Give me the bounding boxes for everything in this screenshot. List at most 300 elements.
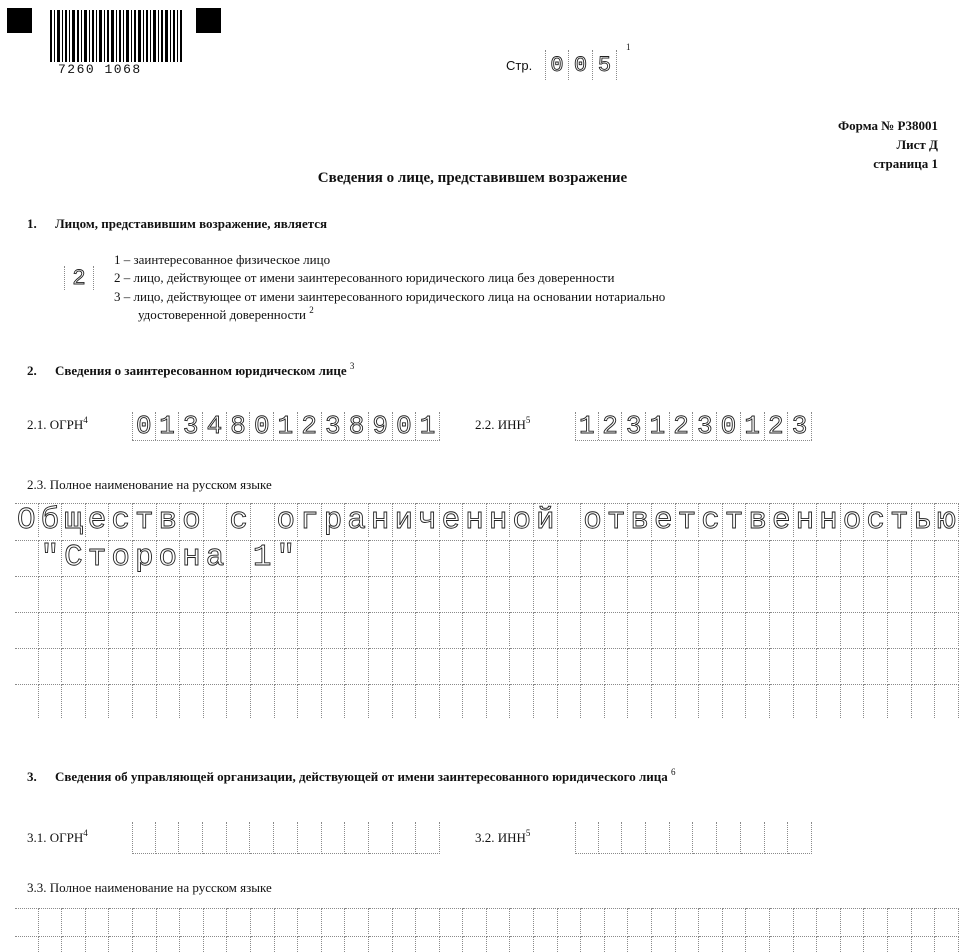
char-cell[interactable] bbox=[251, 612, 275, 646]
char-cell[interactable]: т bbox=[86, 540, 110, 574]
char-cell[interactable] bbox=[369, 612, 393, 646]
char-cell[interactable]: н bbox=[487, 503, 511, 537]
char-cell[interactable]: 3 bbox=[622, 412, 646, 440]
char-cell[interactable] bbox=[841, 648, 865, 682]
char-cell[interactable] bbox=[62, 684, 86, 718]
char-cell[interactable]: о bbox=[510, 503, 534, 537]
char-cell[interactable] bbox=[746, 936, 770, 952]
char-cell[interactable]: ю bbox=[935, 503, 959, 537]
char-cell[interactable]: 3 bbox=[693, 412, 717, 440]
char-cell[interactable] bbox=[794, 908, 818, 934]
char-cell[interactable] bbox=[788, 822, 812, 854]
char-cell[interactable] bbox=[605, 576, 629, 610]
char-cell[interactable]: в bbox=[628, 503, 652, 537]
char-cell[interactable] bbox=[204, 908, 228, 934]
name-grid-row[interactable] bbox=[15, 503, 959, 537]
char-cell[interactable] bbox=[250, 822, 274, 854]
char-cell[interactable] bbox=[864, 576, 888, 610]
char-cell[interactable] bbox=[275, 908, 299, 934]
char-cell[interactable]: 2 bbox=[670, 412, 694, 440]
char-cell[interactable]: о bbox=[157, 540, 181, 574]
char-cell[interactable] bbox=[487, 612, 511, 646]
char-cell[interactable] bbox=[251, 684, 275, 718]
char-cell[interactable]: 8 bbox=[345, 412, 369, 440]
char-cell[interactable] bbox=[275, 684, 299, 718]
name-grid-row[interactable] bbox=[15, 648, 959, 682]
char-cell[interactable] bbox=[204, 648, 228, 682]
char-cell[interactable] bbox=[298, 684, 322, 718]
char-cell[interactable] bbox=[558, 612, 582, 646]
char-cell[interactable] bbox=[463, 648, 487, 682]
char-cell[interactable] bbox=[605, 684, 629, 718]
char-cell[interactable]: 2 bbox=[765, 412, 789, 440]
char-cell[interactable] bbox=[416, 612, 440, 646]
char-cell[interactable]: с bbox=[109, 503, 133, 537]
name-grid-row[interactable] bbox=[15, 540, 959, 574]
char-cell[interactable] bbox=[298, 908, 322, 934]
char-cell[interactable] bbox=[693, 822, 717, 854]
char-cell[interactable] bbox=[251, 503, 275, 537]
char-cell[interactable] bbox=[39, 612, 63, 646]
char-cell[interactable] bbox=[534, 908, 558, 934]
char-cell[interactable] bbox=[817, 612, 841, 646]
char-cell[interactable] bbox=[575, 822, 599, 854]
char-cell[interactable] bbox=[179, 822, 203, 854]
char-cell[interactable] bbox=[841, 936, 865, 952]
char-cell[interactable] bbox=[180, 684, 204, 718]
char-cell[interactable] bbox=[440, 576, 464, 610]
char-cell[interactable] bbox=[628, 684, 652, 718]
char-cell[interactable] bbox=[888, 684, 912, 718]
char-cell[interactable]: й bbox=[534, 503, 558, 537]
char-cell[interactable] bbox=[180, 648, 204, 682]
ogrn-cells[interactable] bbox=[132, 412, 440, 441]
char-cell[interactable]: 3 bbox=[179, 412, 203, 440]
char-cell[interactable] bbox=[203, 822, 227, 854]
char-cell[interactable] bbox=[888, 936, 912, 952]
char-cell[interactable] bbox=[322, 648, 346, 682]
char-cell[interactable]: т bbox=[676, 503, 700, 537]
char-cell[interactable]: г bbox=[298, 503, 322, 537]
char-cell[interactable]: е bbox=[440, 503, 464, 537]
char-cell[interactable]: 3 bbox=[788, 412, 812, 440]
char-cell[interactable] bbox=[935, 540, 959, 574]
char-cell[interactable] bbox=[534, 612, 558, 646]
char-cell[interactable] bbox=[652, 936, 676, 952]
char-cell[interactable] bbox=[275, 648, 299, 682]
char-cell[interactable]: 0 bbox=[250, 412, 274, 440]
char-cell[interactable]: о bbox=[180, 503, 204, 537]
char-cell[interactable]: с bbox=[699, 503, 723, 537]
char-cell[interactable] bbox=[510, 540, 534, 574]
char-cell[interactable]: 0 bbox=[717, 412, 741, 440]
char-cell[interactable] bbox=[204, 576, 228, 610]
char-cell[interactable] bbox=[723, 612, 747, 646]
char-cell[interactable] bbox=[39, 908, 63, 934]
char-cell[interactable] bbox=[652, 684, 676, 718]
char-cell[interactable] bbox=[699, 648, 723, 682]
char-cell[interactable] bbox=[770, 936, 794, 952]
char-cell[interactable] bbox=[558, 936, 582, 952]
char-cell[interactable] bbox=[463, 612, 487, 646]
char-cell[interactable] bbox=[888, 908, 912, 934]
char-cell[interactable] bbox=[133, 908, 157, 934]
char-cell[interactable]: а bbox=[204, 540, 228, 574]
char-cell[interactable] bbox=[794, 648, 818, 682]
char-cell[interactable] bbox=[393, 612, 417, 646]
char-cell[interactable] bbox=[393, 822, 417, 854]
char-cell[interactable]: е bbox=[770, 503, 794, 537]
char-cell[interactable] bbox=[676, 612, 700, 646]
char-cell[interactable]: " bbox=[39, 540, 63, 574]
char-cell[interactable]: 0 bbox=[393, 412, 417, 440]
char-cell[interactable] bbox=[133, 936, 157, 952]
char-cell[interactable]: н bbox=[369, 503, 393, 537]
char-cell[interactable]: С bbox=[62, 540, 86, 574]
char-cell[interactable] bbox=[628, 648, 652, 682]
char-cell[interactable] bbox=[275, 936, 299, 952]
char-cell[interactable] bbox=[646, 822, 670, 854]
char-cell[interactable] bbox=[510, 612, 534, 646]
char-cell[interactable] bbox=[322, 612, 346, 646]
char-cell[interactable] bbox=[440, 612, 464, 646]
char-cell[interactable] bbox=[62, 648, 86, 682]
mgmt-name-grid-row[interactable] bbox=[15, 936, 959, 952]
char-cell[interactable] bbox=[581, 684, 605, 718]
char-cell[interactable] bbox=[765, 822, 789, 854]
char-cell[interactable] bbox=[180, 576, 204, 610]
char-cell[interactable] bbox=[605, 648, 629, 682]
char-cell[interactable] bbox=[251, 936, 275, 952]
char-cell[interactable] bbox=[794, 612, 818, 646]
char-cell[interactable] bbox=[746, 648, 770, 682]
char-cell[interactable] bbox=[817, 936, 841, 952]
char-cell[interactable] bbox=[558, 503, 582, 537]
char-cell[interactable] bbox=[581, 936, 605, 952]
char-cell[interactable] bbox=[699, 612, 723, 646]
char-cell[interactable] bbox=[581, 648, 605, 682]
char-cell[interactable] bbox=[770, 612, 794, 646]
char-cell[interactable] bbox=[864, 684, 888, 718]
char-cell[interactable] bbox=[157, 908, 181, 934]
char-cell[interactable] bbox=[912, 576, 936, 610]
char-cell[interactable] bbox=[841, 908, 865, 934]
char-cell[interactable] bbox=[699, 936, 723, 952]
char-cell[interactable] bbox=[393, 648, 417, 682]
char-cell[interactable] bbox=[133, 684, 157, 718]
char-cell[interactable] bbox=[487, 908, 511, 934]
char-cell[interactable] bbox=[935, 936, 959, 952]
char-cell[interactable]: о bbox=[109, 540, 133, 574]
char-cell[interactable]: 2 bbox=[298, 412, 322, 440]
char-cell[interactable]: т bbox=[723, 503, 747, 537]
char-cell[interactable] bbox=[345, 540, 369, 574]
char-cell[interactable] bbox=[510, 576, 534, 610]
char-cell[interactable] bbox=[227, 576, 251, 610]
char-cell[interactable] bbox=[817, 540, 841, 574]
char-cell[interactable] bbox=[817, 684, 841, 718]
char-cell[interactable]: в bbox=[157, 503, 181, 537]
mgmt-name-grid-row[interactable] bbox=[15, 908, 959, 934]
char-cell[interactable] bbox=[251, 648, 275, 682]
char-cell[interactable] bbox=[15, 936, 39, 952]
char-cell[interactable] bbox=[676, 684, 700, 718]
char-cell[interactable] bbox=[652, 540, 676, 574]
char-cell[interactable] bbox=[794, 576, 818, 610]
char-cell[interactable] bbox=[794, 540, 818, 574]
char-cell[interactable]: 2 bbox=[599, 412, 623, 440]
char-cell[interactable] bbox=[746, 684, 770, 718]
char-cell[interactable] bbox=[558, 684, 582, 718]
char-cell[interactable] bbox=[416, 648, 440, 682]
char-cell[interactable] bbox=[723, 908, 747, 934]
char-cell[interactable] bbox=[534, 540, 558, 574]
char-cell[interactable] bbox=[251, 908, 275, 934]
char-cell[interactable] bbox=[841, 612, 865, 646]
char-cell[interactable] bbox=[581, 612, 605, 646]
char-cell[interactable] bbox=[345, 936, 369, 952]
char-cell[interactable] bbox=[393, 908, 417, 934]
char-cell[interactable] bbox=[534, 576, 558, 610]
char-cell[interactable]: н bbox=[794, 503, 818, 537]
char-cell[interactable] bbox=[670, 822, 694, 854]
char-cell[interactable] bbox=[652, 648, 676, 682]
char-cell[interactable] bbox=[227, 648, 251, 682]
char-cell[interactable] bbox=[251, 576, 275, 610]
char-cell[interactable] bbox=[676, 648, 700, 682]
char-cell[interactable] bbox=[369, 908, 393, 934]
char-cell[interactable] bbox=[322, 684, 346, 718]
char-cell[interactable] bbox=[628, 936, 652, 952]
char-cell[interactable] bbox=[510, 684, 534, 718]
choice-value[interactable]: 2 bbox=[64, 266, 94, 290]
char-cell[interactable]: 9 bbox=[369, 412, 393, 440]
char-cell[interactable]: с bbox=[227, 503, 251, 537]
char-cell[interactable] bbox=[440, 648, 464, 682]
char-cell[interactable] bbox=[369, 684, 393, 718]
char-cell[interactable] bbox=[204, 503, 228, 537]
char-cell[interactable] bbox=[463, 576, 487, 610]
char-cell[interactable] bbox=[628, 612, 652, 646]
char-cell[interactable] bbox=[275, 576, 299, 610]
char-cell[interactable]: р bbox=[133, 540, 157, 574]
char-cell[interactable] bbox=[888, 576, 912, 610]
char-cell[interactable] bbox=[86, 648, 110, 682]
char-cell[interactable] bbox=[393, 936, 417, 952]
char-cell[interactable] bbox=[605, 936, 629, 952]
char-cell[interactable] bbox=[888, 540, 912, 574]
char-cell[interactable] bbox=[109, 576, 133, 610]
char-cell[interactable] bbox=[717, 822, 741, 854]
char-cell[interactable]: о bbox=[275, 503, 299, 537]
char-cell[interactable] bbox=[841, 540, 865, 574]
char-cell[interactable] bbox=[204, 684, 228, 718]
char-cell[interactable] bbox=[369, 822, 393, 854]
char-cell[interactable]: ч bbox=[416, 503, 440, 537]
char-cell[interactable] bbox=[864, 540, 888, 574]
char-cell[interactable] bbox=[935, 908, 959, 934]
char-cell[interactable] bbox=[864, 908, 888, 934]
char-cell[interactable]: 3 bbox=[322, 412, 346, 440]
char-cell[interactable] bbox=[440, 540, 464, 574]
mgmt-ogrn-cells[interactable] bbox=[132, 822, 440, 854]
char-cell[interactable] bbox=[109, 908, 133, 934]
char-cell[interactable] bbox=[393, 540, 417, 574]
char-cell[interactable] bbox=[770, 576, 794, 610]
char-cell[interactable] bbox=[935, 684, 959, 718]
char-cell[interactable] bbox=[416, 576, 440, 610]
char-cell[interactable] bbox=[770, 908, 794, 934]
char-cell[interactable]: в bbox=[746, 503, 770, 537]
char-cell[interactable]: 1 bbox=[416, 412, 440, 440]
char-cell[interactable] bbox=[605, 612, 629, 646]
char-cell[interactable] bbox=[298, 576, 322, 610]
char-cell[interactable] bbox=[746, 540, 770, 574]
char-cell[interactable]: б bbox=[39, 503, 63, 537]
char-cell[interactable] bbox=[227, 822, 251, 854]
char-cell[interactable]: а bbox=[345, 503, 369, 537]
char-cell[interactable] bbox=[746, 908, 770, 934]
char-cell[interactable] bbox=[298, 648, 322, 682]
char-cell[interactable] bbox=[227, 540, 251, 574]
char-cell[interactable] bbox=[558, 648, 582, 682]
char-cell[interactable] bbox=[864, 936, 888, 952]
char-cell[interactable] bbox=[157, 648, 181, 682]
char-cell[interactable] bbox=[39, 576, 63, 610]
char-cell[interactable] bbox=[534, 648, 558, 682]
char-cell[interactable] bbox=[864, 612, 888, 646]
char-cell[interactable] bbox=[628, 540, 652, 574]
char-cell[interactable] bbox=[912, 908, 936, 934]
char-cell[interactable] bbox=[227, 908, 251, 934]
char-cell[interactable] bbox=[676, 540, 700, 574]
char-cell[interactable] bbox=[86, 936, 110, 952]
char-cell[interactable] bbox=[723, 576, 747, 610]
char-cell[interactable] bbox=[746, 576, 770, 610]
char-cell[interactable] bbox=[369, 936, 393, 952]
char-cell[interactable] bbox=[393, 684, 417, 718]
char-cell[interactable] bbox=[534, 684, 558, 718]
char-cell[interactable] bbox=[275, 612, 299, 646]
char-cell[interactable] bbox=[345, 908, 369, 934]
char-cell[interactable] bbox=[510, 908, 534, 934]
char-cell[interactable] bbox=[770, 540, 794, 574]
char-cell[interactable]: 4 bbox=[203, 412, 227, 440]
char-cell[interactable] bbox=[723, 936, 747, 952]
char-cell[interactable] bbox=[39, 936, 63, 952]
char-cell[interactable]: О bbox=[15, 503, 39, 537]
char-cell[interactable] bbox=[157, 612, 181, 646]
char-cell[interactable] bbox=[510, 648, 534, 682]
char-cell[interactable]: 1 bbox=[741, 412, 765, 440]
char-cell[interactable] bbox=[274, 822, 298, 854]
char-cell[interactable] bbox=[723, 684, 747, 718]
char-cell[interactable] bbox=[699, 684, 723, 718]
char-cell[interactable]: 1 bbox=[575, 412, 599, 440]
char-cell[interactable]: е bbox=[652, 503, 676, 537]
char-cell[interactable] bbox=[463, 908, 487, 934]
char-cell[interactable] bbox=[204, 612, 228, 646]
char-cell[interactable] bbox=[912, 684, 936, 718]
char-cell[interactable]: " bbox=[275, 540, 299, 574]
char-cell[interactable] bbox=[817, 908, 841, 934]
char-cell[interactable] bbox=[652, 908, 676, 934]
char-cell[interactable] bbox=[699, 540, 723, 574]
char-cell[interactable] bbox=[133, 576, 157, 610]
mgmt-inn-cells[interactable] bbox=[575, 822, 812, 854]
char-cell[interactable] bbox=[912, 612, 936, 646]
char-cell[interactable] bbox=[322, 908, 346, 934]
char-cell[interactable] bbox=[345, 822, 369, 854]
char-cell[interactable] bbox=[298, 936, 322, 952]
char-cell[interactable]: р bbox=[322, 503, 346, 537]
char-cell[interactable] bbox=[817, 648, 841, 682]
char-cell[interactable] bbox=[676, 576, 700, 610]
char-cell[interactable] bbox=[487, 936, 511, 952]
char-cell[interactable] bbox=[652, 576, 676, 610]
char-cell[interactable] bbox=[86, 612, 110, 646]
name-grid-row[interactable] bbox=[15, 612, 959, 646]
char-cell[interactable]: т bbox=[605, 503, 629, 537]
char-cell[interactable] bbox=[15, 540, 39, 574]
char-cell[interactable] bbox=[15, 648, 39, 682]
char-cell[interactable] bbox=[935, 612, 959, 646]
char-cell[interactable] bbox=[440, 908, 464, 934]
char-cell[interactable] bbox=[298, 612, 322, 646]
char-cell[interactable] bbox=[86, 684, 110, 718]
char-cell[interactable] bbox=[15, 576, 39, 610]
char-cell[interactable]: н bbox=[180, 540, 204, 574]
char-cell[interactable] bbox=[345, 648, 369, 682]
char-cell[interactable] bbox=[227, 612, 251, 646]
char-cell[interactable] bbox=[393, 576, 417, 610]
char-cell[interactable] bbox=[416, 908, 440, 934]
char-cell[interactable] bbox=[699, 576, 723, 610]
char-cell[interactable]: 1 bbox=[646, 412, 670, 440]
char-cell[interactable] bbox=[416, 540, 440, 574]
char-cell[interactable] bbox=[487, 540, 511, 574]
char-cell[interactable] bbox=[322, 936, 346, 952]
char-cell[interactable] bbox=[345, 684, 369, 718]
char-cell[interactable]: 1 bbox=[156, 412, 180, 440]
char-cell[interactable] bbox=[605, 540, 629, 574]
char-cell[interactable]: 1 bbox=[251, 540, 275, 574]
char-cell[interactable] bbox=[652, 612, 676, 646]
char-cell[interactable] bbox=[62, 908, 86, 934]
char-cell[interactable] bbox=[15, 908, 39, 934]
char-cell[interactable] bbox=[440, 936, 464, 952]
char-cell[interactable] bbox=[841, 684, 865, 718]
char-cell[interactable] bbox=[156, 822, 180, 854]
char-cell[interactable] bbox=[180, 612, 204, 646]
char-cell[interactable] bbox=[676, 908, 700, 934]
char-cell[interactable] bbox=[888, 612, 912, 646]
char-cell[interactable] bbox=[39, 684, 63, 718]
char-cell[interactable] bbox=[322, 540, 346, 574]
inn-cells[interactable] bbox=[575, 412, 812, 441]
char-cell[interactable] bbox=[132, 822, 156, 854]
char-cell[interactable] bbox=[534, 936, 558, 952]
char-cell[interactable] bbox=[86, 576, 110, 610]
char-cell[interactable] bbox=[227, 936, 251, 952]
char-cell[interactable] bbox=[298, 540, 322, 574]
char-cell[interactable] bbox=[109, 648, 133, 682]
char-cell[interactable] bbox=[935, 648, 959, 682]
char-cell[interactable]: т bbox=[133, 503, 157, 537]
char-cell[interactable] bbox=[741, 822, 765, 854]
char-cell[interactable] bbox=[39, 648, 63, 682]
char-cell[interactable] bbox=[487, 684, 511, 718]
